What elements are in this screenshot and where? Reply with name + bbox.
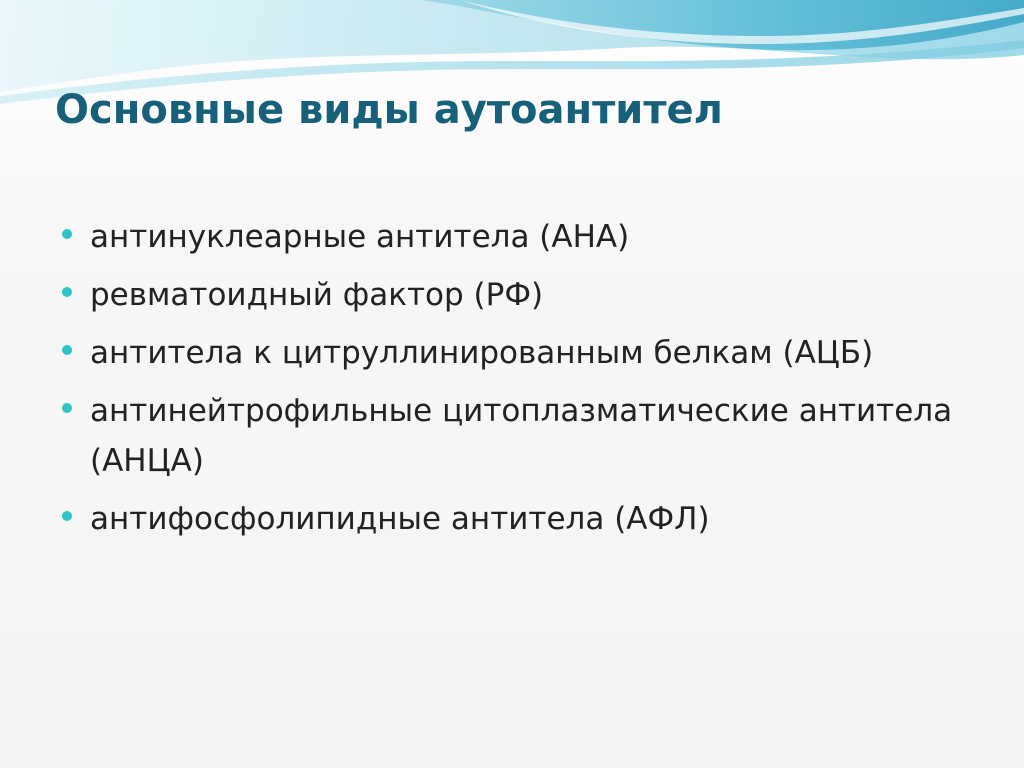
- bullet-dot-icon: [62, 403, 72, 413]
- slide-title: Основные виды аутоантител: [55, 87, 723, 133]
- bullet-list: [60, 212, 980, 552]
- bullet-item-afl: [60, 494, 980, 544]
- bullet-dot-icon: [62, 287, 72, 297]
- bullet-dot-icon: [62, 229, 72, 239]
- bullet-text: антифосфолипидные антитела (АФЛ): [90, 501, 710, 537]
- bullet-text: ревматоидный фактор (РФ): [90, 277, 544, 313]
- bullet-item-acb: [60, 328, 980, 378]
- bullet-dot-icon: [62, 511, 72, 521]
- bullet-text: антитела к цитруллинированным белкам (АЦБ): [90, 335, 874, 371]
- bullet-item-ana: [60, 212, 980, 262]
- bullet-item-rf: [60, 270, 980, 320]
- bullet-text: антинейтрофильные цитоплазматические антитела (АНЦА): [90, 393, 953, 479]
- bullet-text: антинуклеарные антитела (АНА): [90, 219, 630, 255]
- bullet-item-anca: [60, 386, 980, 486]
- bullet-dot-icon: [62, 345, 72, 355]
